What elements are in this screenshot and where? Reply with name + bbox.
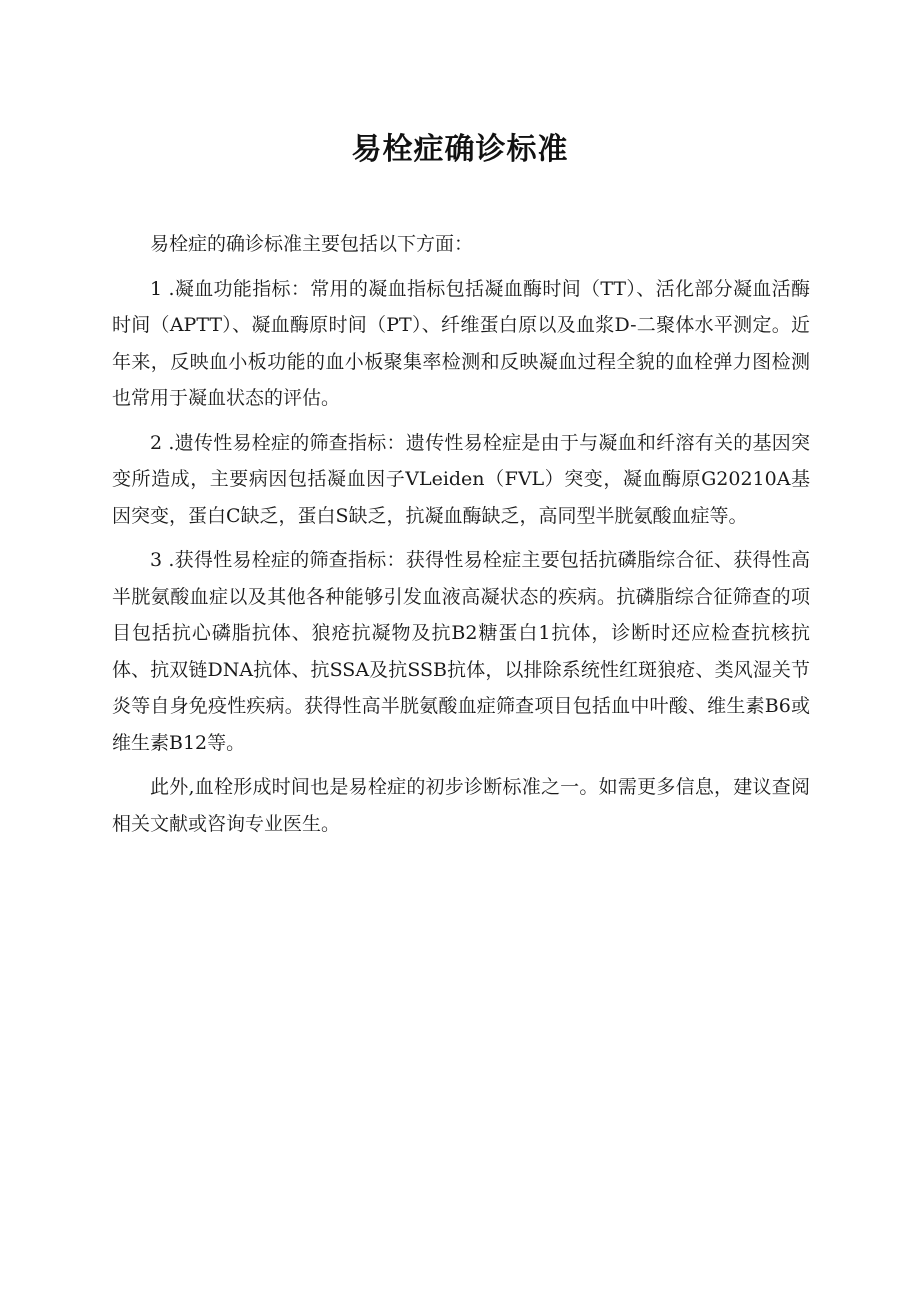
intro-paragraph: 易栓症的确诊标准主要包括以下方面： — [150, 233, 474, 255]
paragraph-acquired-screening: 3 .获得性易栓症的筛查指标：获得性易栓症主要包括抗磷脂综合征、获得性高半胱氨酸血症以及其他各种能够引发血液高凝状态的疾病。抗磷脂综合征筛查的项目包括抗心磷脂抗体、狼疮抗凝物及抗B2糖蛋白1抗体，诊断时还应检查抗核抗体、抗双链DNA抗体、抗SSA及抗SSB抗体，以排除系统性红斑狼疮、类风湿关节炎等自身免疫性疾病。获得性高半胱氨酸血症筛查项目包括血中叶酸、维生素B6或维生素B12等。 — [112, 549, 810, 754]
paragraph-hereditary-screening: 2 .遗传性易栓症的筛查指标：遗传性易栓症是由于与凝血和纤溶有关的基因突变所造成，主要病因包括凝血因子VLeiden（FVL）突变，凝血酶原G20210A基因突变，蛋白C缺乏，蛋白S缺乏，抗凝血酶缺乏，高同型半胱氨酸血症等。 — [112, 431, 810, 527]
paragraph-conclusion: 此外,血栓形成时间也是易栓症的初步诊断标准之一。如需更多信息，建议查阅相关文献或咨询专业医生。 — [112, 776, 810, 835]
document-body — [112, 226, 810, 850]
document-title: 易栓症确诊标准 — [351, 132, 569, 167]
paragraph-coagulation-indicators: 1 .凝血功能指标：常用的凝血指标包括凝血酶时间（TT）、活化部分凝血活酶时间（APTT）、凝血酶原时间（PT）、纤维蛋白原以及血浆D-二聚体水平测定。近年来，反映血小板功能的血小板聚集率检测和反映凝血过程全貌的血栓弹力图检测也常用于凝血状态的评估。 — [112, 277, 810, 409]
